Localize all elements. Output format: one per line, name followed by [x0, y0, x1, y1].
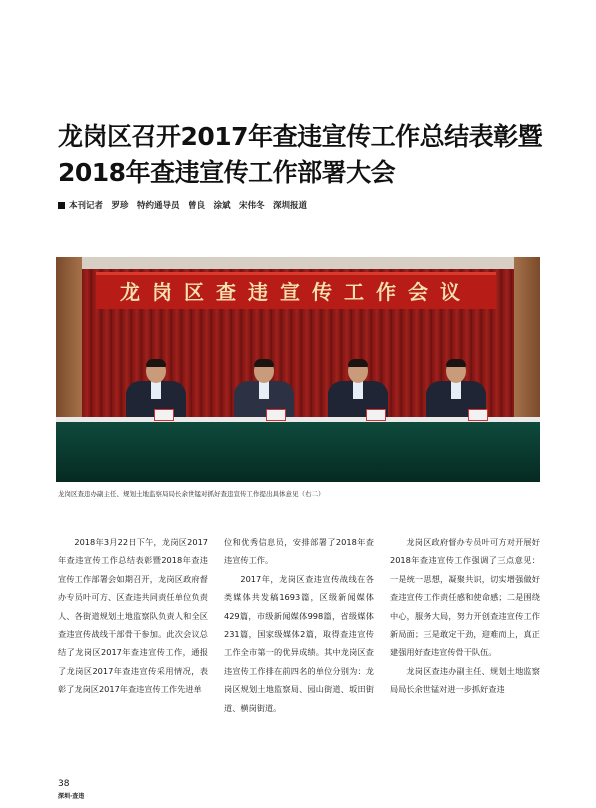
paragraph: 位和优秀信息员，安排部署了2018年查违宣传工作。	[224, 537, 374, 566]
byline	[58, 199, 307, 211]
body-column-1	[58, 533, 208, 699]
meeting-photo	[56, 257, 540, 482]
article-title-line1: 龙岗区召开2017年查违宣传工作总结表彰暨	[58, 122, 543, 151]
body-column-3	[390, 533, 540, 699]
paragraph: 2017年，龙岗区查违宣传战线在各类媒体共发稿1693篇，区级新闻媒体429篇，市级新闻媒体998篇，省级媒体231篇，国家级媒体2篇，取得查违宣传工作全市第一的优异成绩。其中龙岗区查违宣传工作排在前四名的单位分别为：龙岗区规划土地监察局、园山街道、坂田街道、横岗街道。	[224, 573, 374, 713]
conference-desk	[56, 422, 540, 482]
article-title-line2: 2018年查违宣传工作部署大会	[58, 158, 396, 187]
body-column-2	[224, 533, 374, 717]
nameplate	[154, 409, 174, 421]
paragraph: 龙岗区政府督办专员叶可方对开展好2018年查违宣传工作强调了三点意见：一是统一思想，凝聚共识，切实增强做好查违宣传工作责任感和使命感；二是围绕中心，服务大局，努力开创查违宣传工作新局面；三是敢定干劲，迎难而上，真正建强用好查违宣传骨干队伍。	[390, 537, 540, 658]
magazine-logo: 深圳·查违	[58, 793, 85, 800]
nameplate	[366, 409, 386, 421]
byline-text: 本刊记者 罗珍 特约通导员 曾良 涂斌 宋伟冬 深圳报道	[69, 201, 308, 211]
paragraph: 2018年3月22日下午，龙岗区2017年查违宣传工作总结表彰暨2018年查违宣传工作部署会如期召开，龙岗区政府督办专员叶可方、区查违共同责任单位负责人、各街道规划土地监察队负责人和全区查违宣传战线干部骨干参加。此次会议总结了龙岗区2017年查违宣传工作，通报了龙岗区2017年查违宣传采用情况，表彰了龙岗区2017年查违宣传工作先进单	[58, 537, 208, 695]
page-number: 38	[58, 779, 70, 789]
paragraph: 龙岗区查违办副主任、规划土地监察局局长余世锰对进一步抓好查违	[390, 665, 540, 695]
meeting-banner: 龙岗区查违宣传工作会议	[96, 272, 496, 309]
nameplate	[266, 409, 286, 421]
photo-caption: 龙岗区查违办副主任、规划土地监察局局长余世锰对抓好查违宣传工作提出具体意见（右二）	[58, 490, 325, 498]
square-bullet-icon	[58, 202, 65, 209]
nameplate	[468, 409, 488, 421]
